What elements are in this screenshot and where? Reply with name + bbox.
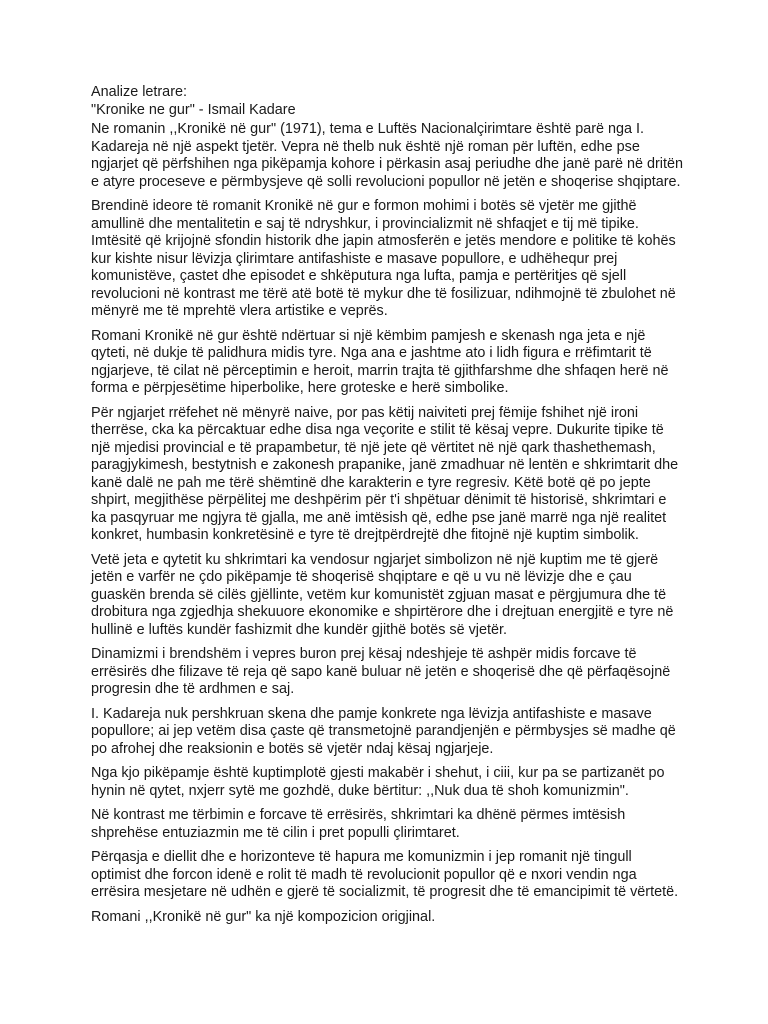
document-subtitle: "Kronike ne gur" - Ismail Kadare [91, 101, 296, 118]
paragraph-11: Romani ,,Kronikë në gur" ka një kompozicion origjinal. [91, 908, 436, 925]
paragraph-6: Dinamizmi i brendshëm i vepres buron prej kësaj ndeshjeje të ashpër midis forcave të errësirës dhe filizave të reja që sapo kanë buluar në jetën e shoqerisë dhe që përfaqësojnë progresin dhe të ardhmen e saj. [91, 646, 671, 697]
paragraph-4: Për ngjarjet rrëfehet në mënyrë naive, por pas këtij naiviteti prej fëmije fshihet një ironi therrëse, cka ka përcaktuar edhe disa nga veçorite e stilit të kësaj vepre. Dukurite tipike të një mjedisi provincial e të prapambetur, të një jete që vërtitet në një qark thashethemash, paragjykimesh, bestytnish e zakonesh prapanike, janë zmadhuar në lentën e shkrimtarit dhe kanë dalë ne pah me tërë shëmtinë dhe karakterin e tyre regresiv. Këtë botë që po jepte shpirt, megjithëse përpëlitej me deshpërim për t'i shpëtuar dënimit të historisë, shkrimtari e ka pasqyruar me ngjyra të gjalla, me anë imtësish që, edhe pse janë marrë nga një realitet konkret, humbasin konkretësinë e tyre të drejtpërdrejtë dhe fitojnë një kuptim simbolik. [91, 404, 679, 543]
paragraph-1: Ne romanin ,,Kronikë në gur" (1971), tema e Luftës Nacionalçirimtare është parë nga I. Kadareja në një aspekt tjetër. Vepra në thelb nuk është një roman për luftën, edhe pse ngjarjet që përfshihen nga pikëpamja kohore i përkasin asaj periudhe dhe janë parë në dritën e atyre proceseve e përmbysjeve që solli revolucioni popullor në jetën e shoqerise shqiptare. [91, 121, 684, 190]
paragraph-10: Përqasja e diellit dhe e horizonteve të hapura me komunizmin i jep romanit një tingull optimist dhe forcon idenë e rolit të madh të revolucionit popullor që e nxori vendin nga errësira mesjetare në udhën e gjerë të socializmit, të progresit dhe të emancipimit të vërtetë. [91, 849, 679, 900]
paragraph-9: Në kontrast me tërbimin e forcave të errësirës, shkrimtari ka dhënë përmes imtësish shprehëse entuziazmin me të cilin i pret populli çlirimtaret. [91, 807, 626, 841]
paragraph-2: Brendinë ideore të romanit Kronikë në gur e formon mohimi i botës së vjetër me gjithë amullinë dhe mentalitetin e saj të ndryshkur, i provincializmit në shfaqjet e tij më tipike. Imtësitë që krijojnë sfondin historik dhe japin atmosferën e jetës mendore e politike të kohës kur kishte nisur lëvizja çlirimtare antifashiste e masave popullore, e udhëhequr prej komunistëve, çastet dhe episodet e shkëputura nga lufta, pamja e pertëritjes që sjell revolucioni në kontrast me tërë atë botë të mykur dhe të fosilizuar, ndihmojnë të zbulohet në mënyrë me të mprehtë vlera artistike e veprës. [91, 198, 676, 319]
paragraph-3: Romani Kronikë në gur është ndërtuar si një këmbim pamjesh e skenash nga jeta e një qyteti, në dukje të palidhura midis tyre. Nga ana e jashtme ato i lidh figura e rrëfimtarit të ngjarjeve, të cilat në përceptimin e heroit, marrin trajta të gjithfarshme dhe shfaqen herë në forma e përpjesëtime hiperbolike, here groteske e herë simbolike. [91, 327, 669, 396]
document-page [91, 84, 683, 933]
document-heading: Analize letrare: [91, 84, 187, 100]
paragraph-8: Nga kjo pikëpamje është kuptimplotë gjesti makabër i shehut, i ciii, kur pa se partizanët po hynin në qytet, nxjerr sytë me gozhdë, duke bërtitur: ,,Nuk dua të shoh komunizmin". [91, 765, 665, 799]
paragraph-7: I. Kadareja nuk pershkruan skena dhe pamje konkrete nga lëvizja antifashiste e masave popullore; ai jep vetëm disa çaste që transmetojnë parandjenjën e përmbysjes së madhe që po afrohej dhe reaksionin e botës së vjetër ndaj kësaj ngjarjeje. [91, 705, 676, 757]
paragraph-5: Vetë jeta e qytetit ku shkrimtari ka vendosur ngjarjet simbolizon në një kuptim me të gjerë jetën e varfër ne çdo pikëpamje të shoqerisë shqiptare e që u vu në lëvizje dhe e çau guaskën brenda së cilës gjëllinte, vetëm kur komunistët zgjuan masat e përgjumura dhe të drobitura nga zgjedhja shekuuore ekonomike e shpirtërore dhe i drejtuan energjitë e tyre në hullinë e luftës kundër fashizmit dhe kundër gjithë botës së vjetër. [91, 551, 674, 638]
